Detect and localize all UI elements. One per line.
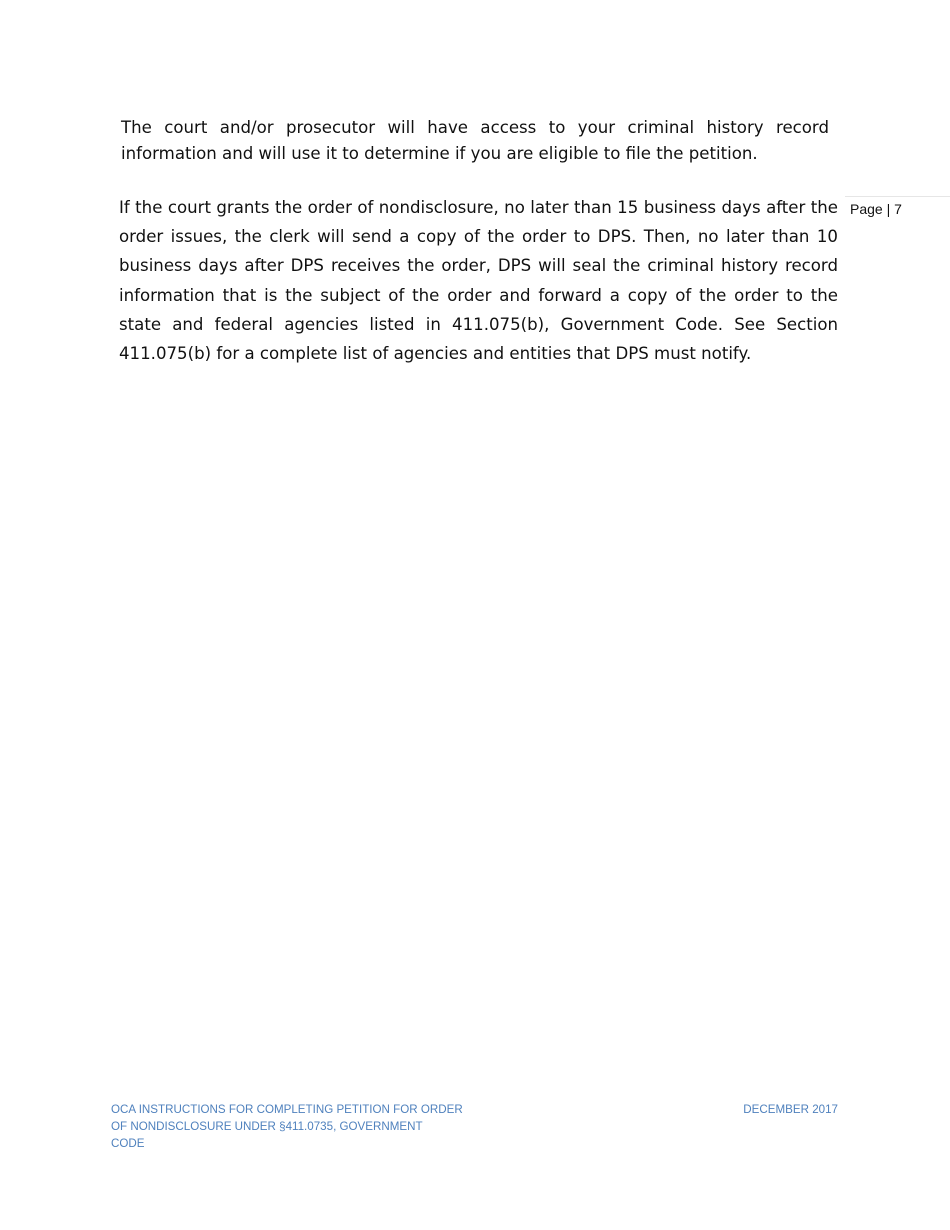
page-number: Page | 7 <box>850 201 902 217</box>
eligibility-paragraph: The court and/or prosecutor will have access to your criminal history record information and will use it to determine if you are eligible to file the petition. <box>121 118 829 163</box>
footer-document-title: OCA INSTRUCTIONS FOR COMPLETING PETITION FOR ORDER OF NONDISCLOSURE UNDER §411.0735, GOVERNMENT CODE <box>111 1103 463 1150</box>
page-number-rule <box>845 196 950 197</box>
nondisclosure-order-paragraph: If the court grants the order of nondisclosure, no later than 15 business days after the order issues, the clerk will send a copy of the order to DPS. Then, no later than 10 business days after DPS receives the order, DPS will seal the criminal history record information that is the subject of the order and forward a copy of the order to the state and federal agencies listed in 411.075(b), Government Code. See Section 411.075(b) for a complete list of agencies and entities that DPS must notify. <box>119 198 838 364</box>
footer-date: DECEMBER 2017 <box>743 1103 838 1116</box>
